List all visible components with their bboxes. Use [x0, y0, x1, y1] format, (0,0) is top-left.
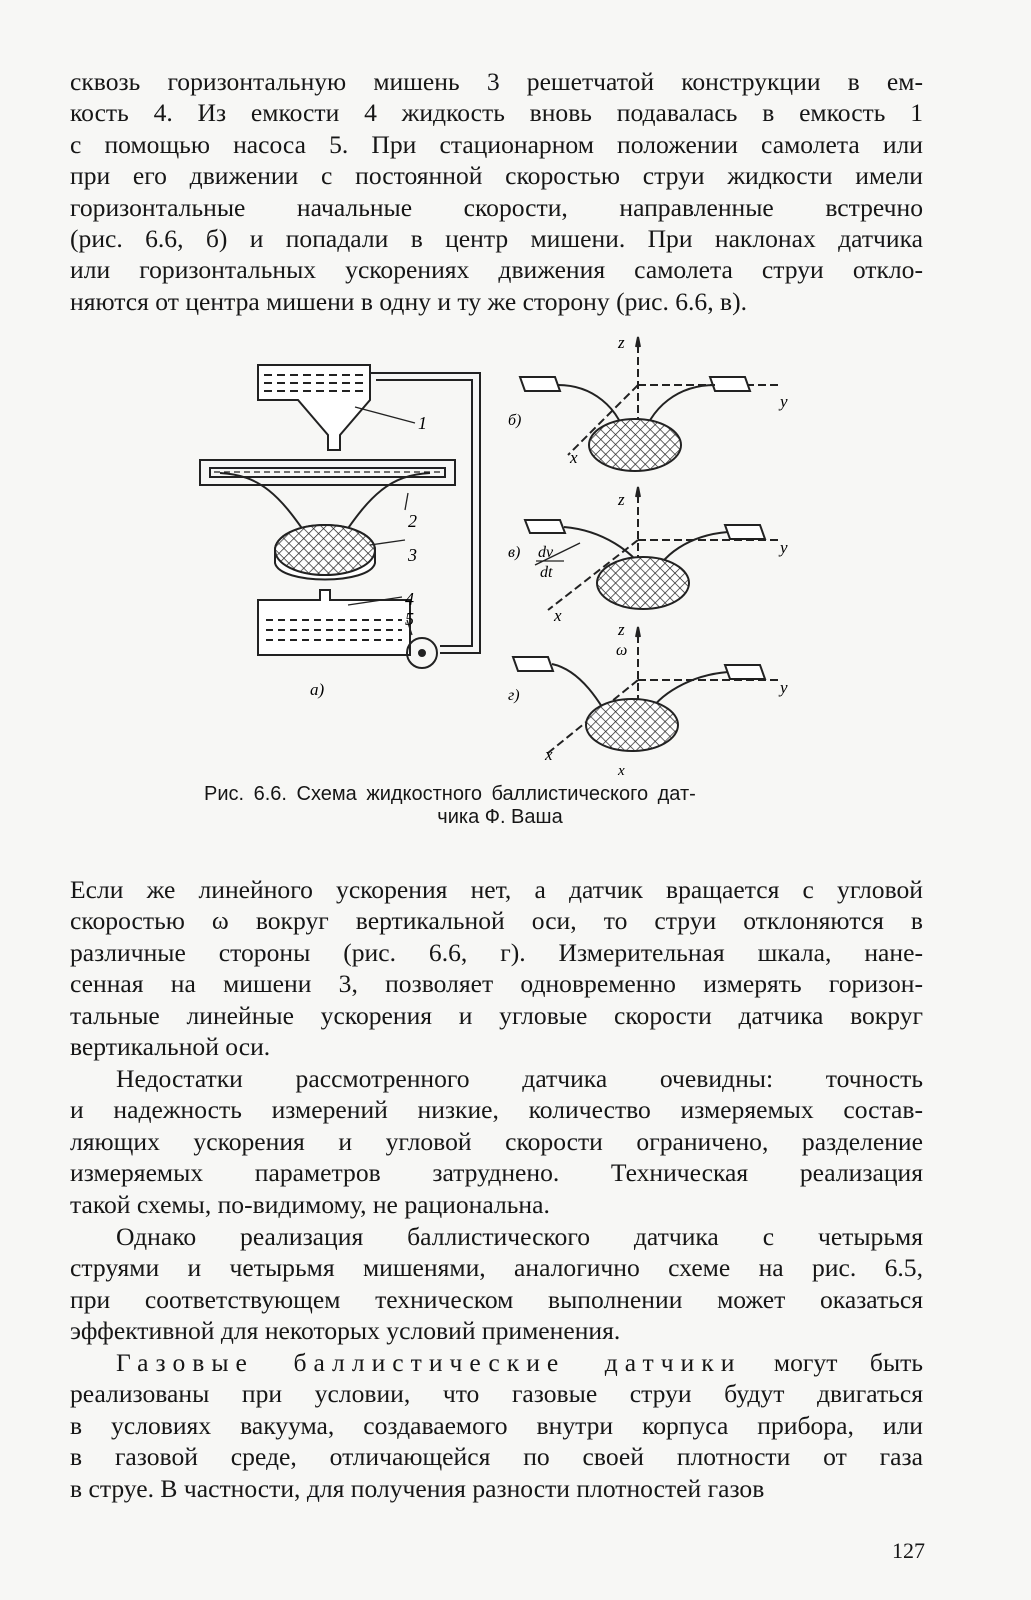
pbottom-line: вертикальной оси.: [70, 1032, 271, 1062]
figure-6-6: [180, 335, 820, 775]
pbottom-line: различные стороны (рис. 6.6, г). Измерительная шкала, нане-: [70, 937, 923, 967]
p4-line: реализованы при условии, что газовые струи будут двигаться: [70, 1379, 923, 1409]
axis-z-g: z: [618, 620, 625, 639]
label-omega: ω: [616, 642, 628, 659]
paragraph-3: [70, 1221, 923, 1347]
p2-line: ляющих ускорения и угловой скорости ограничено, разделение: [70, 1126, 923, 1156]
paragraph-4: [70, 1347, 923, 1504]
label-3: 3: [408, 545, 417, 565]
axis-x-b: x: [570, 448, 578, 467]
label-1: 1: [418, 413, 427, 433]
ptop-line: (рис. 6.6, б) и попадали в центр мишени. При наклонах датчика: [70, 224, 923, 254]
diagram-v: [525, 487, 780, 610]
label-v: в): [508, 544, 521, 561]
caption-line-2: чика Ф. Ваша: [437, 806, 563, 828]
axis-y-g: y: [780, 678, 788, 697]
p4-line: в условиях вакуума, создаваемого внутри корпуса прибора, или: [70, 1410, 923, 1440]
axis-x-v: x: [554, 606, 562, 625]
p4-line: в струе. В частности, для получения разности плотностей газов: [70, 1473, 765, 1503]
diagram-b: [520, 337, 780, 471]
label-2: 2: [408, 511, 417, 531]
ptop-line: няются от центра мишени в одну и ту же сторону (рис. 6.6, в).: [70, 286, 748, 316]
axis-y-v: y: [780, 538, 788, 557]
ptop-line: сквозь горизонтальную мишень 3 решетчатой конструкции в ем-: [70, 67, 923, 96]
pbottom-line: Если же линейного ускорения нет, а датчик вращается с угловой: [70, 875, 923, 904]
p3-line: эффективной для некоторых условий применения.: [70, 1316, 621, 1346]
label-a: а): [310, 680, 325, 699]
paragraph-4-line-1: [70, 1347, 923, 1378]
axis-z-v: z: [618, 490, 625, 509]
caption-line-1: Рис. 6.6. Схема жидкостного баллистического дат-: [204, 783, 696, 805]
p3-line: при соответствующем техническом выполнении может оказаться: [70, 1284, 923, 1314]
label-5: 5: [405, 609, 414, 629]
diagram-g: [513, 627, 780, 753]
p3-line: струями и четырьмя мишенями, аналогично схеме на рис. 6.5,: [70, 1253, 923, 1283]
pbottom-line: скоростью ω вокруг вертикальной оси, то струи отклоняются в: [70, 906, 923, 936]
label-dt: dt: [540, 564, 553, 581]
axis-x-g-bottom: x: [618, 763, 625, 775]
paragraph-2: [70, 1063, 923, 1220]
axis-y-b: y: [780, 392, 788, 411]
axis-x-g: x: [545, 745, 553, 764]
p2-line: такой схемы, по-видимому, не рациональна.: [70, 1189, 550, 1219]
ptop-line: кость 4. Из емкости 4 жидкость вновь подавалась в емкость 1: [70, 98, 923, 128]
paragraph-top: [70, 66, 923, 317]
line-1-rest: могут быть: [741, 1348, 923, 1377]
label-g: г): [508, 687, 520, 704]
axis-z-b: z: [618, 335, 625, 352]
page-number: 127: [892, 1538, 925, 1563]
pbottom-line: тальные линейные ускорения и угловые скорости датчика вокруг: [70, 1000, 923, 1030]
spaced-term: Газовые баллистические датчики: [116, 1348, 742, 1377]
p3-line: Однако реализация баллистического датчика с четырьмя: [116, 1222, 923, 1251]
p2-line: измеряемых параметров затруднено. Техническая реализация: [70, 1158, 923, 1188]
figure-svg: [180, 335, 820, 775]
label-b: б): [508, 412, 522, 429]
paragraph-bottom: [70, 874, 923, 1062]
ptop-line: с помощью насоса 5. При стационарном положении самолета или: [70, 129, 923, 159]
ptop-line: горизонтальные начальные скорости, направленные встречно: [70, 192, 923, 222]
ptop-line: или горизонтальных ускорениях движения самолета струи откло-: [70, 255, 923, 285]
p2-line: Недостатки рассмотренного датчика очевидны: точность: [116, 1064, 923, 1093]
diagram-a: [200, 365, 480, 668]
label-dv: dv: [538, 544, 554, 561]
label-4: 4: [405, 589, 414, 609]
ptop-line: при его движении с постоянной скоростью струи жидкости имели: [70, 161, 923, 191]
p4-line: в газовой среде, отличающейся по своей плотности от газа: [70, 1442, 923, 1472]
pbottom-line: сенная на мишени 3, позволяет одновременно измерять горизон-: [70, 969, 923, 999]
p2-line: и надежность измерений низкие, количество измеряемых состав-: [70, 1095, 923, 1125]
figure-caption: [200, 783, 800, 829]
